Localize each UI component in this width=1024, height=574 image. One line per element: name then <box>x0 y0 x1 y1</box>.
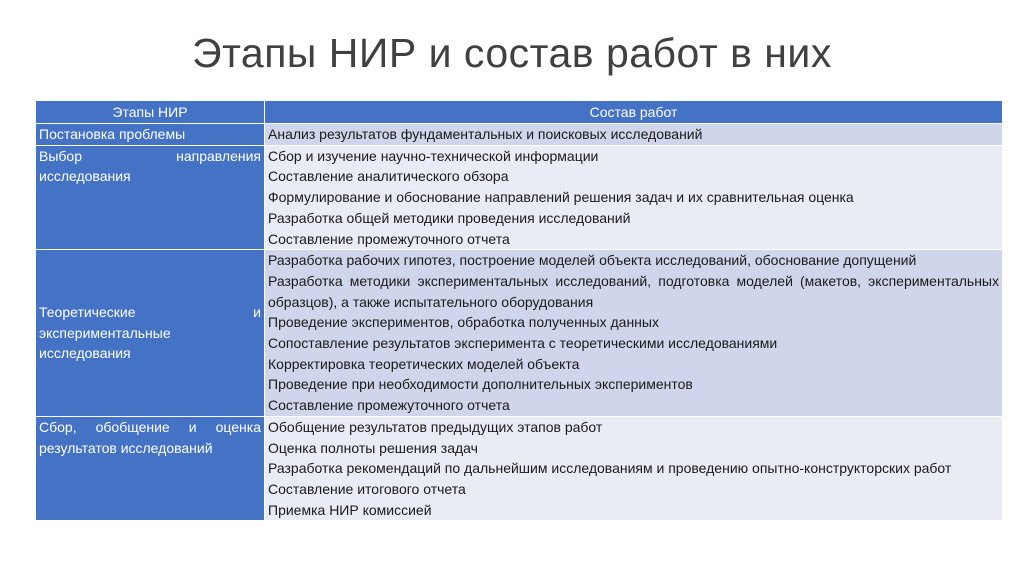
stages-table <box>35 100 1003 521</box>
work-item: Проведение экспериментов, обработка полученных данных <box>268 314 659 331</box>
work-item: Составление промежуточного отчета <box>268 230 510 247</box>
work-item: Составление аналитического обзора <box>268 168 509 185</box>
works-cell <box>265 124 1003 146</box>
work-item: Приемка НИР комиссией <box>268 501 432 518</box>
work-item: Составление итогового отчета <box>268 480 466 497</box>
work-item: Корректировка теоретических моделей объекта <box>268 355 580 372</box>
header-stages: Этапы НИР <box>36 101 265 124</box>
table-row <box>36 416 1003 521</box>
work-item: Проведение при необходимости дополнительных экспериментов <box>268 376 693 393</box>
stage-cell: Постановка проблемы <box>36 124 265 146</box>
works-cell <box>265 145 1003 250</box>
header-works: Состав работ <box>265 101 1003 124</box>
table-header-row <box>36 101 1003 124</box>
work-item: Разработка общей методики проведения исследований <box>268 209 631 226</box>
table-row <box>36 145 1003 250</box>
work-item: Разработка рекомендаций по дальнейшим исследованиям и проведению опытно-конструкторских работ <box>268 460 952 477</box>
work-item: Разработка рабочих гипотез, построение моделей объекта исследований, обоснование допущений <box>268 252 917 269</box>
work-item: Сбор и изучение научно-технической информации <box>268 147 599 164</box>
work-item: Анализ результатов фундаментальных и поисковых исследований <box>268 126 703 142</box>
work-item: Обобщение результатов предыдущих этапов работ <box>268 418 603 435</box>
stage-cell: Выбор направления исследования <box>36 145 265 250</box>
work-item: Сопоставление результатов эксперимента с теоретическими исследованиями <box>268 335 778 352</box>
works-cell <box>265 416 1003 521</box>
stage-cell: Сбор, обобщение и оценка результатов исследований <box>36 416 265 521</box>
work-item: Формулирование и обоснование направлений решения задач и их сравнительная оценка <box>268 189 854 206</box>
work-item: Составление промежуточного отчета <box>268 397 510 414</box>
work-item: Разработка методики экспериментальных исследований, подготовка моделей (макетов, экспериментальных образцов), а также испытательного оборудования <box>268 272 999 310</box>
table-row <box>36 250 1003 417</box>
table-row <box>36 124 1003 146</box>
work-item: Оценка полноты решения задач <box>268 439 478 456</box>
works-cell <box>265 250 1003 417</box>
stage-cell: Теоретические и экспериментальные исследования <box>36 250 265 417</box>
slide-title: Этапы НИР и состав работ в них <box>192 30 832 76</box>
